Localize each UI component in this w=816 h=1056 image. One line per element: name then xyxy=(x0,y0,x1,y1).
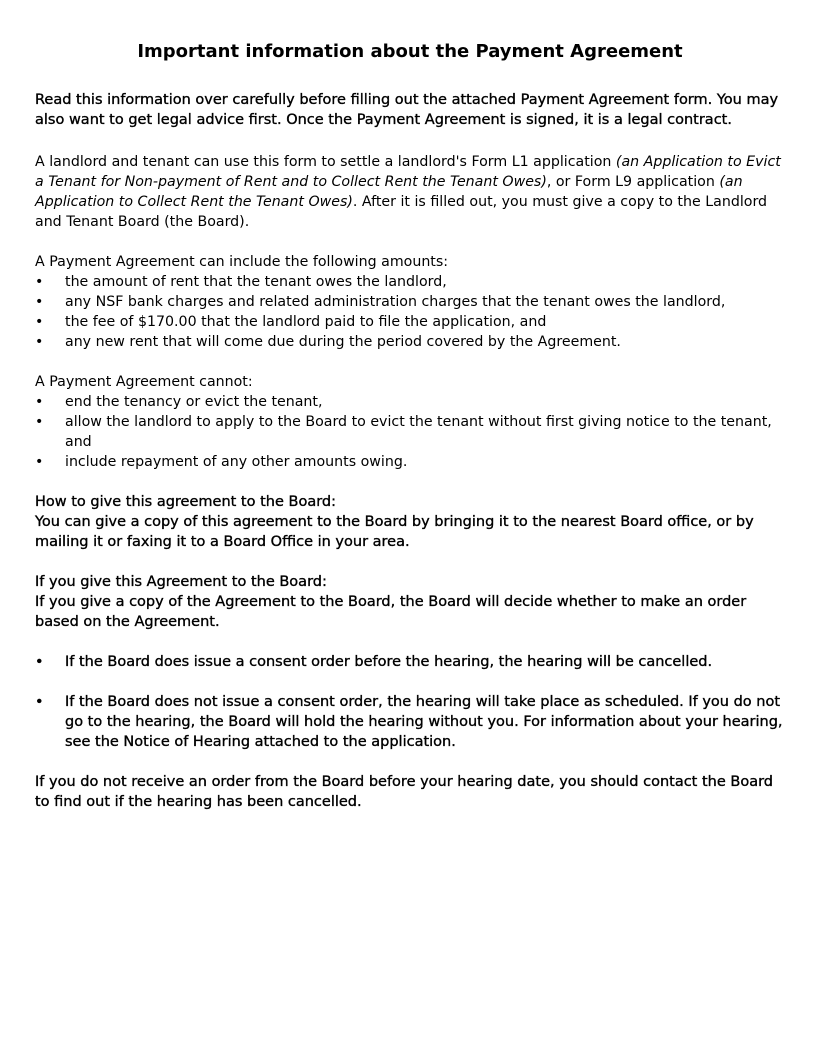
list-item xyxy=(35,312,785,332)
list-item-text: allow the landlord to apply to the Board to evict the tenant without first giving notice to the tenant, and xyxy=(65,414,772,450)
list-item xyxy=(35,292,785,312)
how-to-give-heading: How to give this agreement to the Board: xyxy=(35,494,336,510)
list-item xyxy=(35,392,785,412)
page-title: Important information about the Payment Agreement xyxy=(137,41,683,62)
list-item xyxy=(35,332,785,352)
bullet-icon: • xyxy=(35,654,44,670)
list-item-text: include repayment of any other amounts owing. xyxy=(65,454,408,470)
usage-l9-description: (an Application to Collect Rent the Tenant Owes) xyxy=(35,174,743,210)
how-to-give-body: You can give a copy of this agreement to the Board by bringing it to the nearest Board office, or by mailing it or faxing it to a Board Office in your area. xyxy=(35,514,754,550)
usage-text-1: A landlord and tenant can use this form to settle a landlord's Form L1 application xyxy=(35,154,616,170)
spacer xyxy=(35,672,785,692)
spacer xyxy=(35,552,785,572)
bullet-icon: • xyxy=(35,394,44,410)
list-item-text: any NSF bank charges and related administration charges that the tenant owes the landlord, xyxy=(65,294,726,310)
if-you-give-heading: If you give this Agreement to the Board: xyxy=(35,574,327,590)
usage-l1-description: (an Application to Evict a Tenant for Non-payment of Rent and to Collect Rent the Tenant Owes) xyxy=(35,154,781,190)
spacer xyxy=(35,472,785,492)
list-item xyxy=(35,272,785,292)
bullet-icon: • xyxy=(35,274,44,290)
closing-paragraph: If you do not receive an order from the Board before your hearing date, you should contact the Board to find out if the hearing has been cancelled. xyxy=(35,774,773,810)
list-item xyxy=(35,692,785,752)
bullet-icon: • xyxy=(35,694,44,710)
bullet-icon: • xyxy=(35,454,44,470)
list-item-text: If the Board does not issue a consent order, the hearing will take place as scheduled. If you do not go to the hearing, the Board will hold the hearing without you. For information about your hearing, see the Notice of Hearing attached to the application. xyxy=(65,694,783,750)
usage-paragraph xyxy=(35,152,785,232)
bullet-icon: • xyxy=(35,294,44,310)
outcome-list xyxy=(35,652,785,672)
list-item xyxy=(35,652,785,672)
list-item-text: the amount of rent that the tenant owes the landlord, xyxy=(65,274,447,290)
list-item-text: end the tenancy or evict the tenant, xyxy=(65,394,323,410)
spacer xyxy=(35,752,785,772)
document-page xyxy=(35,40,785,812)
usage-text-5: . After it is filled out, you must give a copy to the Landlord and Tenant Board (the Board). xyxy=(35,194,768,230)
spacer xyxy=(35,232,785,252)
outcome-list-2 xyxy=(35,692,785,752)
intro-paragraph: Read this information over carefully before filling out the attached Payment Agreement form. You may also want to get legal advice first. Once the Payment Agreement is signed, it is a legal contract. xyxy=(35,92,779,128)
can-include-heading: A Payment Agreement can include the following amounts: xyxy=(35,254,449,270)
list-item-text: any new rent that will come due during the period covered by the Agreement. xyxy=(65,334,621,350)
bullet-icon: • xyxy=(35,414,44,430)
list-item xyxy=(35,412,785,452)
cannot-list xyxy=(35,392,785,472)
spacer xyxy=(35,352,785,372)
can-include-list xyxy=(35,272,785,352)
if-you-give-body: If you give a copy of the Agreement to the Board, the Board will decide whether to make an order based on the Agreement. xyxy=(35,594,747,630)
cannot-heading: A Payment Agreement cannot: xyxy=(35,374,253,390)
list-item-text: If the Board does issue a consent order before the hearing, the hearing will be cancelled. xyxy=(65,654,713,670)
bullet-icon: • xyxy=(35,334,44,350)
list-item-text: the fee of $170.00 that the landlord paid to file the application, and xyxy=(65,314,547,330)
spacer xyxy=(35,632,785,652)
usage-text-3: , or Form L9 application xyxy=(546,174,720,190)
bullet-icon: • xyxy=(35,314,44,330)
spacer xyxy=(35,130,785,152)
list-item xyxy=(35,452,785,472)
